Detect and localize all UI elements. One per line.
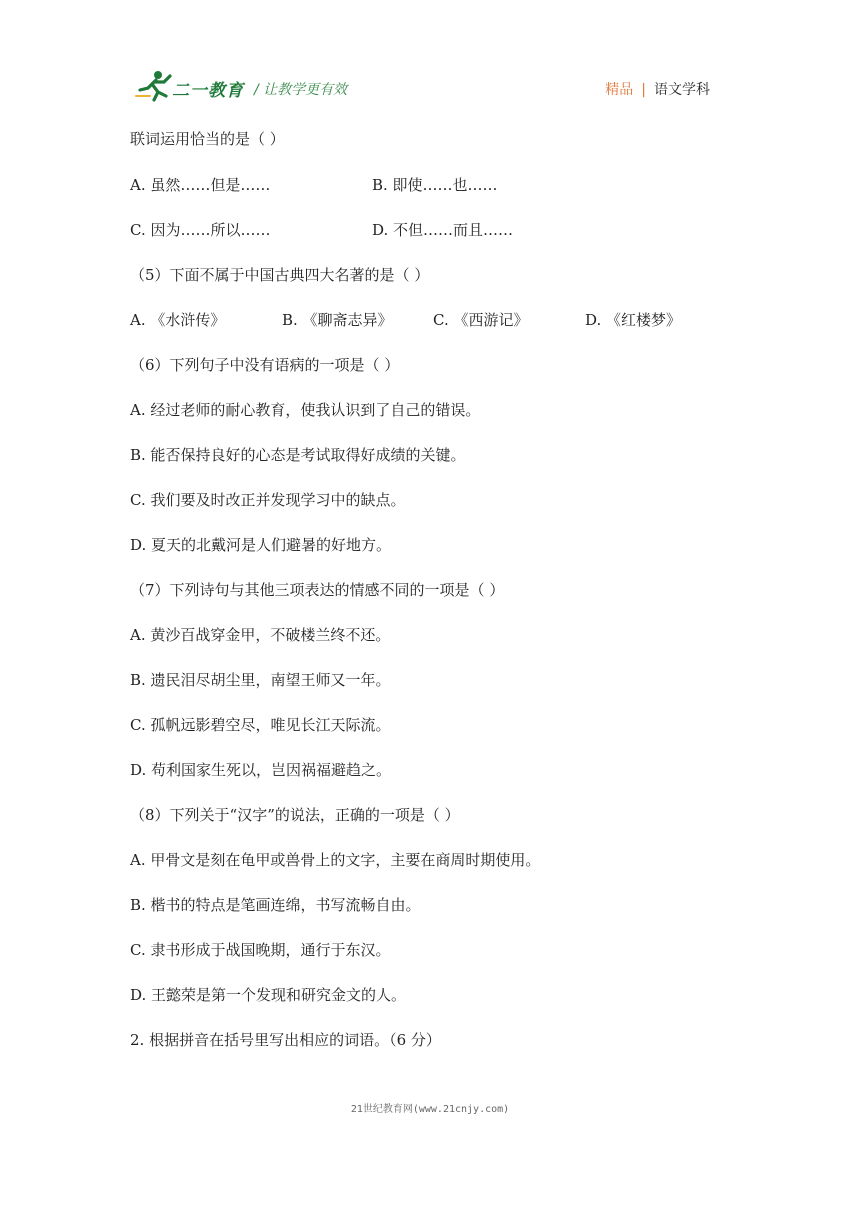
- page-header: [134, 70, 714, 106]
- quality-label: 精品: [605, 82, 634, 98]
- question-8-option-a: A. 甲骨文是刻在龟甲或兽骨上的文字，主要在商周时期使用。: [130, 851, 541, 869]
- question-4-option-b: B. 即使……也……: [372, 176, 498, 194]
- question-7-option-a: A. 黄沙百战穿金甲，不破楼兰终不还。: [130, 626, 391, 644]
- question-6-option-b: B. 能否保持良好的心态是考试取得好成绩的关键。: [130, 446, 466, 464]
- question-5-option-d: D. 《红楼梦》: [585, 311, 682, 329]
- question-6-option-c: C. 我们要及时改正并发现学习中的缺点。: [130, 491, 406, 509]
- running-man-logo-icon: [134, 70, 176, 102]
- question-5-stem: （5）下面不属于中国古典四大名著的是（ ）: [130, 266, 430, 284]
- question-6-option-d: D. 夏天的北戴河是人们避暑的好地方。: [130, 536, 392, 554]
- question-7-option-c: C. 孤帆远影碧空尽，唯见长江天际流。: [130, 716, 391, 734]
- question-6-option-a: A. 经过老师的耐心教育，使我认识到了自己的错误。: [130, 401, 481, 419]
- question-7-option-d: D. 苟利国家生死以，岂因祸福避趋之。: [130, 761, 392, 779]
- question-8-option-d: D. 王懿荣是第一个发现和研究金文的人。: [130, 986, 407, 1004]
- brand-name: 二一教育: [172, 81, 244, 101]
- header-subject-tag: [605, 79, 710, 99]
- question-7-option-b: B. 遗民泪尽胡尘里，南望王师又一年。: [130, 671, 391, 689]
- question-8-option-b: B. 楷书的特点是笔画连绵，书写流畅自由。: [130, 896, 421, 914]
- question-5-option-c: C. 《西游记》: [433, 311, 529, 329]
- question-8-stem: （8）下列关于“汉字”的说法，正确的一项是（ ）: [130, 806, 460, 824]
- section-2-stem: 2. 根据拼音在括号里写出相应的词语。（6 分）: [130, 1031, 441, 1049]
- question-4-stem: 联词运用恰当的是（ ）: [130, 130, 285, 148]
- question-7-stem: （7）下列诗句与其他三项表达的情感不同的一项是（ ）: [130, 581, 505, 599]
- question-5-option-b: B. 《聊斋志异》: [282, 311, 393, 329]
- question-4-option-a: A. 虽然……但是……: [130, 176, 271, 194]
- header-separator: |: [641, 82, 646, 98]
- page-footer: 21世纪教育网(www.21cnjy.com): [350, 1104, 510, 1115]
- question-4-option-c: C. 因为……所以……: [130, 221, 271, 239]
- question-8-option-c: C. 隶书形成于战国晚期，通行于东汉。: [130, 941, 391, 959]
- subject-label: 语文学科: [654, 82, 710, 98]
- question-4-option-d: D. 不但……而且……: [372, 221, 514, 239]
- question-6-stem: （6）下列句子中没有语病的一项是（ ）: [130, 356, 400, 374]
- question-5-option-a: A. 《水浒传》: [130, 311, 226, 329]
- brand-slogan: / 让教学更有效: [254, 82, 348, 98]
